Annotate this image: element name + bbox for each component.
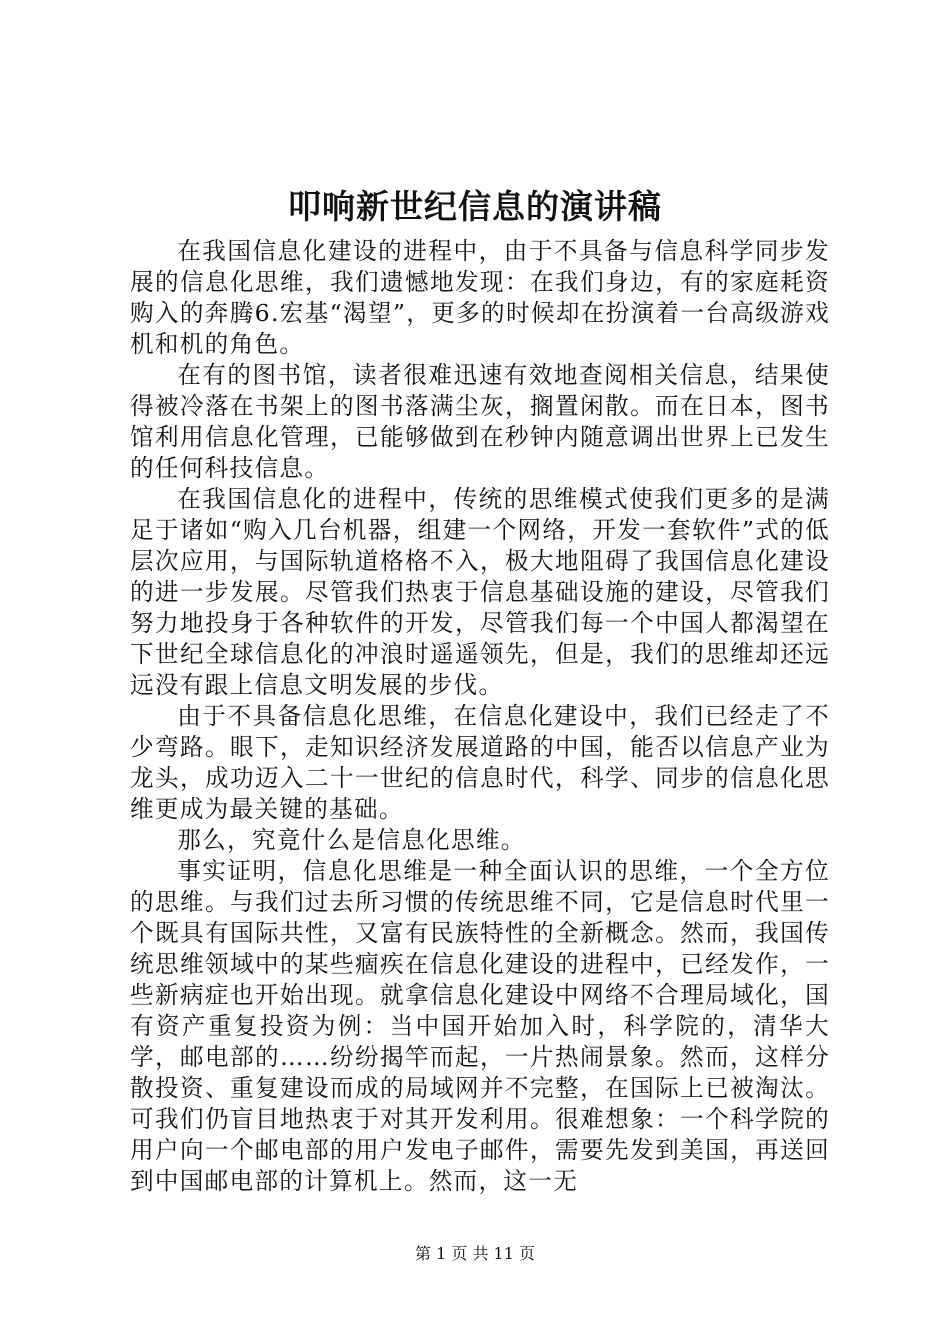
- paragraph-1: 在我国信息化建设的进程中，由于不具备与信息科学同步发展的信息化思维，我们遗憾地发现：在我们身边，有的家庭耗资购入的奔腾6.宏基“渴望”，更多的时候却在扮演着一台高级游戏机和机的角色。: [130, 237, 830, 358]
- document-body: [130, 236, 830, 1197]
- paragraph-3: 在我国信息化的进程中，传统的思维模式使我们更多的是满足于诸如“购入几台机器，组建一个网络，开发一套软件”式的低层次应用，与国际轨道格格不入，极大地阻碍了我国信息化建设的进一步发展。尽管我们热衷于信息基础设施的建设，尽管我们努力地投身于各种软件的开发，尽管我们每一个中国人都渴望在下世纪全球信息化的冲浪时遥遥领先，但是，我们的思维却还远远没有跟上信息文明发展的步伐。: [130, 485, 830, 699]
- paragraph-4: 由于不具备信息化思维，在信息化建设中，我们已经走了不少弯路。眼下，走知识经济发展道路的中国，能否以信息产业为龙头，成功迈入二十一世纪的信息时代，科学、同步的信息化思维更成为最关键的基础。: [130, 702, 830, 823]
- document-title: 叩响新世纪信息的演讲稿: [288, 187, 662, 226]
- paragraph-5: 那么，究竟什么是信息化思维。: [177, 826, 526, 854]
- paragraph-6: 事实证明，信息化思维是一种全面认识的思维，一个全方位的思维。与我们过去所习惯的传统思维不同，它是信息时代里一个既具有国际共性，又富有民族特性的全新概念。然而，我国传统思维领域中的某些痼疾在信息化建设的进程中，已经发作，一些新病症也开始出现。就拿信息化建设中网络不合理局域化，国有资产重复投资为例：当中国开始加入时，科学院的，清华大学，邮电部的……纷纷揭竿而起，一片热闹景象。然而，这样分散投资、重复建设而成的局域网并不完整，在国际上已被淘汰。可我们仍盲目地热衷于对其开发利用。很难想象：一个科学院的用户向一个邮电部的用户发电子邮件，需要先发到美国，再送回到中国邮电部的计算机上。然而，这一无: [130, 857, 830, 1195]
- page-footer: 第 1 页 共 11 页: [415, 1244, 535, 1263]
- paragraph-2: 在有的图书馆，读者很难迅速有效地查阅相关信息，结果使得被冷落在书架上的图书落满尘灰，搁置闲散。而在日本，图书馆利用信息化管理，已能够做到在秒钟内随意调出世界上已发生的任何科技信息。: [130, 361, 830, 482]
